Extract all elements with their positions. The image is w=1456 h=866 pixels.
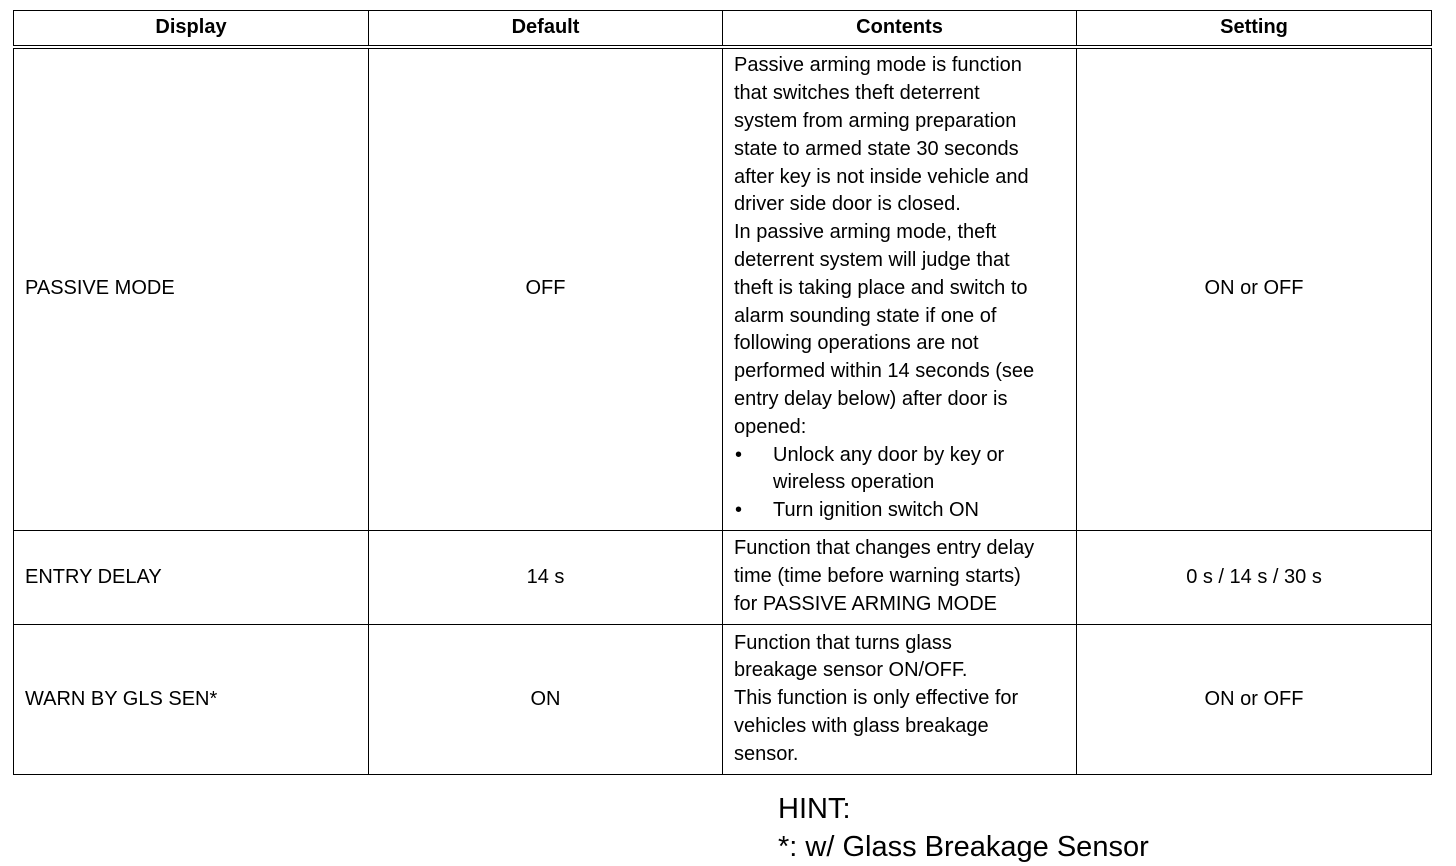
contents-line: opened: <box>734 415 807 438</box>
contents-line: alarm sounding state if one of <box>734 304 997 327</box>
contents-cell <box>723 531 1077 625</box>
list-item <box>734 497 1068 525</box>
contents-line: theft is taking place and switch to <box>734 276 1028 299</box>
header-contents: Contents <box>723 11 1077 47</box>
bullet-icon: • <box>735 443 743 466</box>
contents-line: This function is only effective for <box>734 687 1019 710</box>
contents-line: that switches theft deterrent <box>734 82 980 105</box>
settings-table <box>13 10 1432 775</box>
contents-line: performed within 14 seconds (see <box>734 360 1035 383</box>
setting-cell: ON or OFF <box>1077 625 1432 775</box>
contents-line: time (time before warning starts) <box>734 565 1021 588</box>
operations-list <box>734 442 1068 525</box>
display-cell: WARN BY GLS SEN* <box>14 625 369 775</box>
list-item <box>734 442 1068 498</box>
header-setting: Setting <box>1077 11 1432 47</box>
setting-cell: 0 s / 14 s / 30 s <box>1077 531 1432 625</box>
contents-line: breakage sensor ON/OFF. <box>734 659 968 682</box>
contents-line: following operations are not <box>734 332 979 355</box>
contents-line: for PASSIVE ARMING MODE <box>734 592 998 615</box>
setting-cell: ON or OFF <box>1077 47 1432 531</box>
contents-line: after key is not inside vehicle and <box>734 165 1029 188</box>
header-row <box>14 11 1432 47</box>
contents-line: state to armed state 30 seconds <box>734 137 1019 160</box>
default-cell: 14 s <box>369 531 723 625</box>
contents-line: deterrent system will judge that <box>734 249 1010 272</box>
contents-line: sensor. <box>734 742 799 765</box>
contents-cell <box>723 47 1077 531</box>
contents-line: In passive arming mode, theft <box>734 221 997 244</box>
contents-line: Function that changes entry delay <box>734 537 1035 560</box>
hint-note: *: w/ Glass Breakage Sensor <box>778 831 1149 863</box>
contents-line: Function that turns glass <box>734 631 952 654</box>
bullet-icon: • <box>735 499 743 522</box>
bullet-line: wireless operation <box>773 471 935 494</box>
contents-line: Passive arming mode is function <box>734 54 1022 77</box>
contents-line: entry delay below) after door is <box>734 388 1008 411</box>
contents-cell <box>723 625 1077 775</box>
bullet-line: Unlock any door by key or <box>773 443 1005 466</box>
hint-block <box>778 790 1149 866</box>
table-row <box>14 531 1432 625</box>
contents-line: vehicles with glass breakage <box>734 714 989 737</box>
contents-line: driver side door is closed. <box>734 193 961 216</box>
bullet-line: Turn ignition switch ON <box>773 499 979 522</box>
header-default: Default <box>369 11 723 47</box>
default-cell: ON <box>369 625 723 775</box>
table-row <box>14 625 1432 775</box>
contents-line: system from arming preparation <box>734 110 1017 133</box>
display-cell: ENTRY DELAY <box>14 531 369 625</box>
display-cell: PASSIVE MODE <box>14 47 369 531</box>
hint-title: HINT: <box>778 793 851 825</box>
default-cell: OFF <box>369 47 723 531</box>
header-display: Display <box>14 11 369 47</box>
table-row <box>14 47 1432 531</box>
